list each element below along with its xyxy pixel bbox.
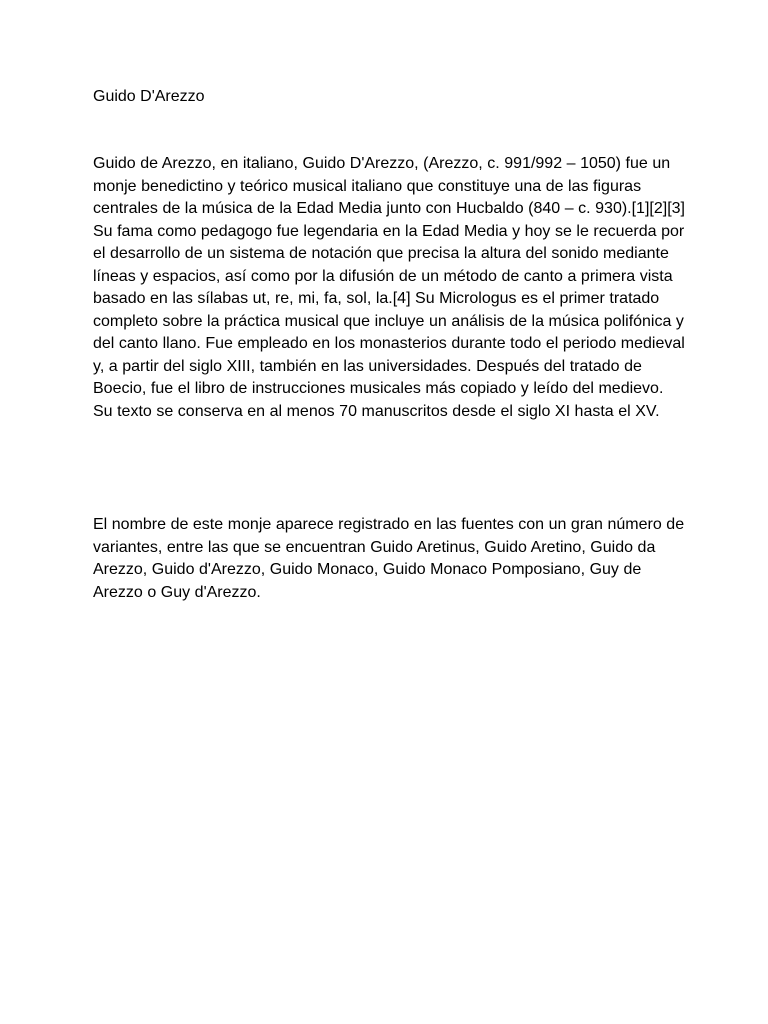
document-title: Guido D'Arezzo: [93, 88, 205, 105]
paragraph-name-variants: El nombre de este monje aparece registrado en las fuentes con un gran número de variantes, entre las que se encuentran Guido Aretinus, Guido Aretino, Guido da Arezzo, Guido d'Arezzo, Guido Monaco, Guido Monaco Pomposiano, Guy de Arezzo o Guy d'Arezzo.: [93, 516, 685, 601]
paragraph-biography: Guido de Arezzo, en italiano, Guido D'Arezzo, (Arezzo, c. 991/992 – 1050) fue un monje benedictino y teórico musical italiano que constituye una de las figuras centrales de la música de la Edad Media junto con Hucbaldo (840 – c. 930).[1][2][3] Su fama como pedagogo fue legendaria en la Edad Media y hoy se le recuerda por el desarrollo de un sistema de notación que precisa la altura del sonido mediante líneas y espacios, así como por la difusión de un método de canto a primera vista basado en las sílabas ut, re, mi, fa, sol, la.[4] Su Micrologus es el primer tratado completo sobre la práctica musical que incluye un análisis de la música polifónica y del canto llano. Fue empleado en los monasterios durante todo el periodo medieval y, a partir del siglo XIII, también en las universidades. Después del tratado de Boecio, fue el libro de instrucciones musicales más copiado y leído del medievo. Su texto se conserva en al menos 70 manuscritos desde el siglo XI hasta el XV.: [93, 155, 685, 420]
